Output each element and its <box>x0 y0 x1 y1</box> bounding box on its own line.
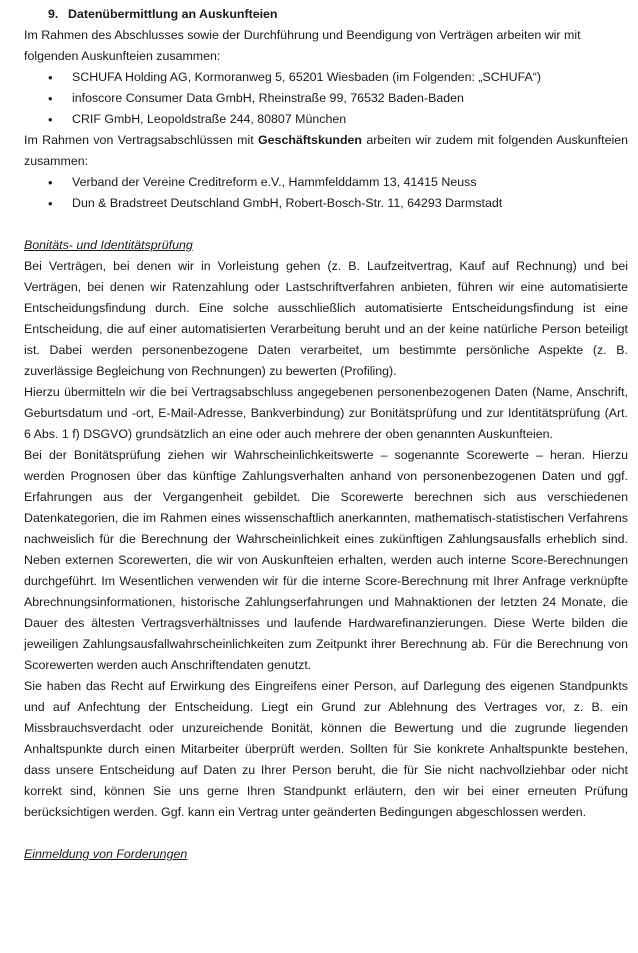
paragraph: Bei der Bonitätsprüfung ziehen wir Wahrscheinlichkeitswerte – sogenannte Scorewerte – heran. Hierzu werden Prognosen über das künftige Zahlungsverhalten anhand von personenbezogenen Daten und ggf. Erfahrungen aus der Vergangenheit gebildet. Die Scorewerte berechnen sich aus verschiedenen Datenkategorien, die im Rahmen eines wissenschaftlich anerkannten, mathematisch-statistischen Verfahrens nachweislich für die Berechnung der Wahrscheinlichkeit eines zukünftigen Zahlungsausfalls erheblich sind. Neben externen Scorewerten, die wir von Auskunfteien erhalten, werden auch interne Score-Berechnungen durchgeführt. Im Wesentlichen verwenden wir für die interne Score-Berechnung mit Ihrer Anfrage verknüpfte Abrechnungsinformationen, historische Zahlungserfahrungen und Mahnaktionen der letzten 24 Monate, die Dauer des ältesten Vertragsverhältnisses und laufende Hardwarefinanzierungen. Diese Werte bilden die jeweiligen Zahlungsausfallwahrscheinlichkeiten zum Zeitpunkt ihrer Berechnung ab. Für die Berechnung von Scorewerten werden auch Anschriftendaten genutzt. <box>24 448 628 672</box>
spacer <box>24 823 628 844</box>
list-item: • Verband der Vereine Creditreform e.V., Hammfelddamm 13, 41415 Neuss <box>24 172 628 193</box>
business-intro-end: arbeiten wir zudem mit folgenden Auskunfteien zusammen: <box>24 133 628 168</box>
subsection-title-claims: Einmeldung von Forderungen <box>24 847 188 861</box>
business-agency-list <box>24 172 628 214</box>
list-item: • CRIF GmbH, Leopoldstraße 244, 80807 München <box>24 109 628 130</box>
paragraph: Hierzu übermitteln wir die bei Vertragsabschluss angegebenen personenbezogenen Daten (Name, Anschrift, Geburtsdatum und -ort, E-Mail-Adresse, Bankverbindung) zur Bonitätsprüfung und zur Identitätsprüfung (Art. 6 Abs. 1 f) DSGVO) grundsätzlich an eine oder auch mehrere der oben genannten Auskunfteien. <box>24 385 628 441</box>
paragraph: Bei Verträgen, bei denen wir in Vorleistung gehen (z. B. Laufzeitvertrag, Kauf auf Rechnung) und bei Verträgen, bei denen wir Ratenzahlung oder Lastschriftverfahren anbieten, führen wir eine automatisierte Entscheidungsfindung durch. Eine solche ausschließlich automatisierte Entscheidungsfindung ist eine Entscheidung, die auf einer automatisierten Verarbeitung beruht und an der keine natürliche Person beteiligt ist. Dabei werden personenbezogene Daten verarbeitet, um bestimmte persönliche Aspekte (z. B. zuverlässige Begleichung von Rechnungen) zu bewerten (Profiling). <box>24 259 628 378</box>
paragraph: Sie haben das Recht auf Erwirkung des Eingreifens einer Person, auf Darlegung des eigenen Standpunkts und auf Anfechtung der Entscheidung. Liegt ein Grund zur Ablehnung des Vertrages vor, z. B. ein Missbrauchsverdacht oder unzureichende Bonität, können die Bewertung und die zugrunde liegenden Anhaltspunkte durch einen Mitarbeiter überprüft werden. Sollten für Sie konkrete Anhaltspunkte bestehen, dass unsere Entscheidung auf Daten zu Ihrer Person beruht, die für Sie nicht nachvollziehbar oder nicht korrekt sind, können Sie uns gerne Ihren Standpunkt erläutern, den wir bei einer erneuten Prüfung berücksichtigen werden. Ggf. kann ein Vertrag unter geänderten Bedingungen abgeschlossen werden. <box>24 679 628 819</box>
business-customers-term: Geschäftskunden <box>258 133 363 147</box>
agency-list <box>24 67 628 130</box>
section-title: Datenübermittlung an Auskunfteien <box>68 7 278 21</box>
section-number: 9. <box>48 7 59 21</box>
section-heading <box>48 4 628 25</box>
list-item: • Dun & Bradstreet Deutschland GmbH, Robert-Bosch-Str. 11, 64293 Darmstadt <box>24 193 628 214</box>
business-intro-start: Im Rahmen von Vertragsabschlüssen mit <box>24 133 259 147</box>
subsection-title-credit-check: Bonitäts- und Identitätsprüfung <box>24 238 193 252</box>
spacer <box>24 214 628 235</box>
list-item: • SCHUFA Holding AG, Kormoranweg 5, 65201 Wiesbaden (im Folgenden: „SCHUFA“) <box>24 67 628 88</box>
business-intro <box>24 130 628 172</box>
list-item: • infoscore Consumer Data GmbH, Rheinstraße 99, 76532 Baden-Baden <box>24 88 628 109</box>
agencies-intro: Im Rahmen des Abschlusses sowie der Durchführung und Beendigung von Verträgen arbeiten wir mit folgenden Auskunfteien zusammen: <box>24 28 581 63</box>
